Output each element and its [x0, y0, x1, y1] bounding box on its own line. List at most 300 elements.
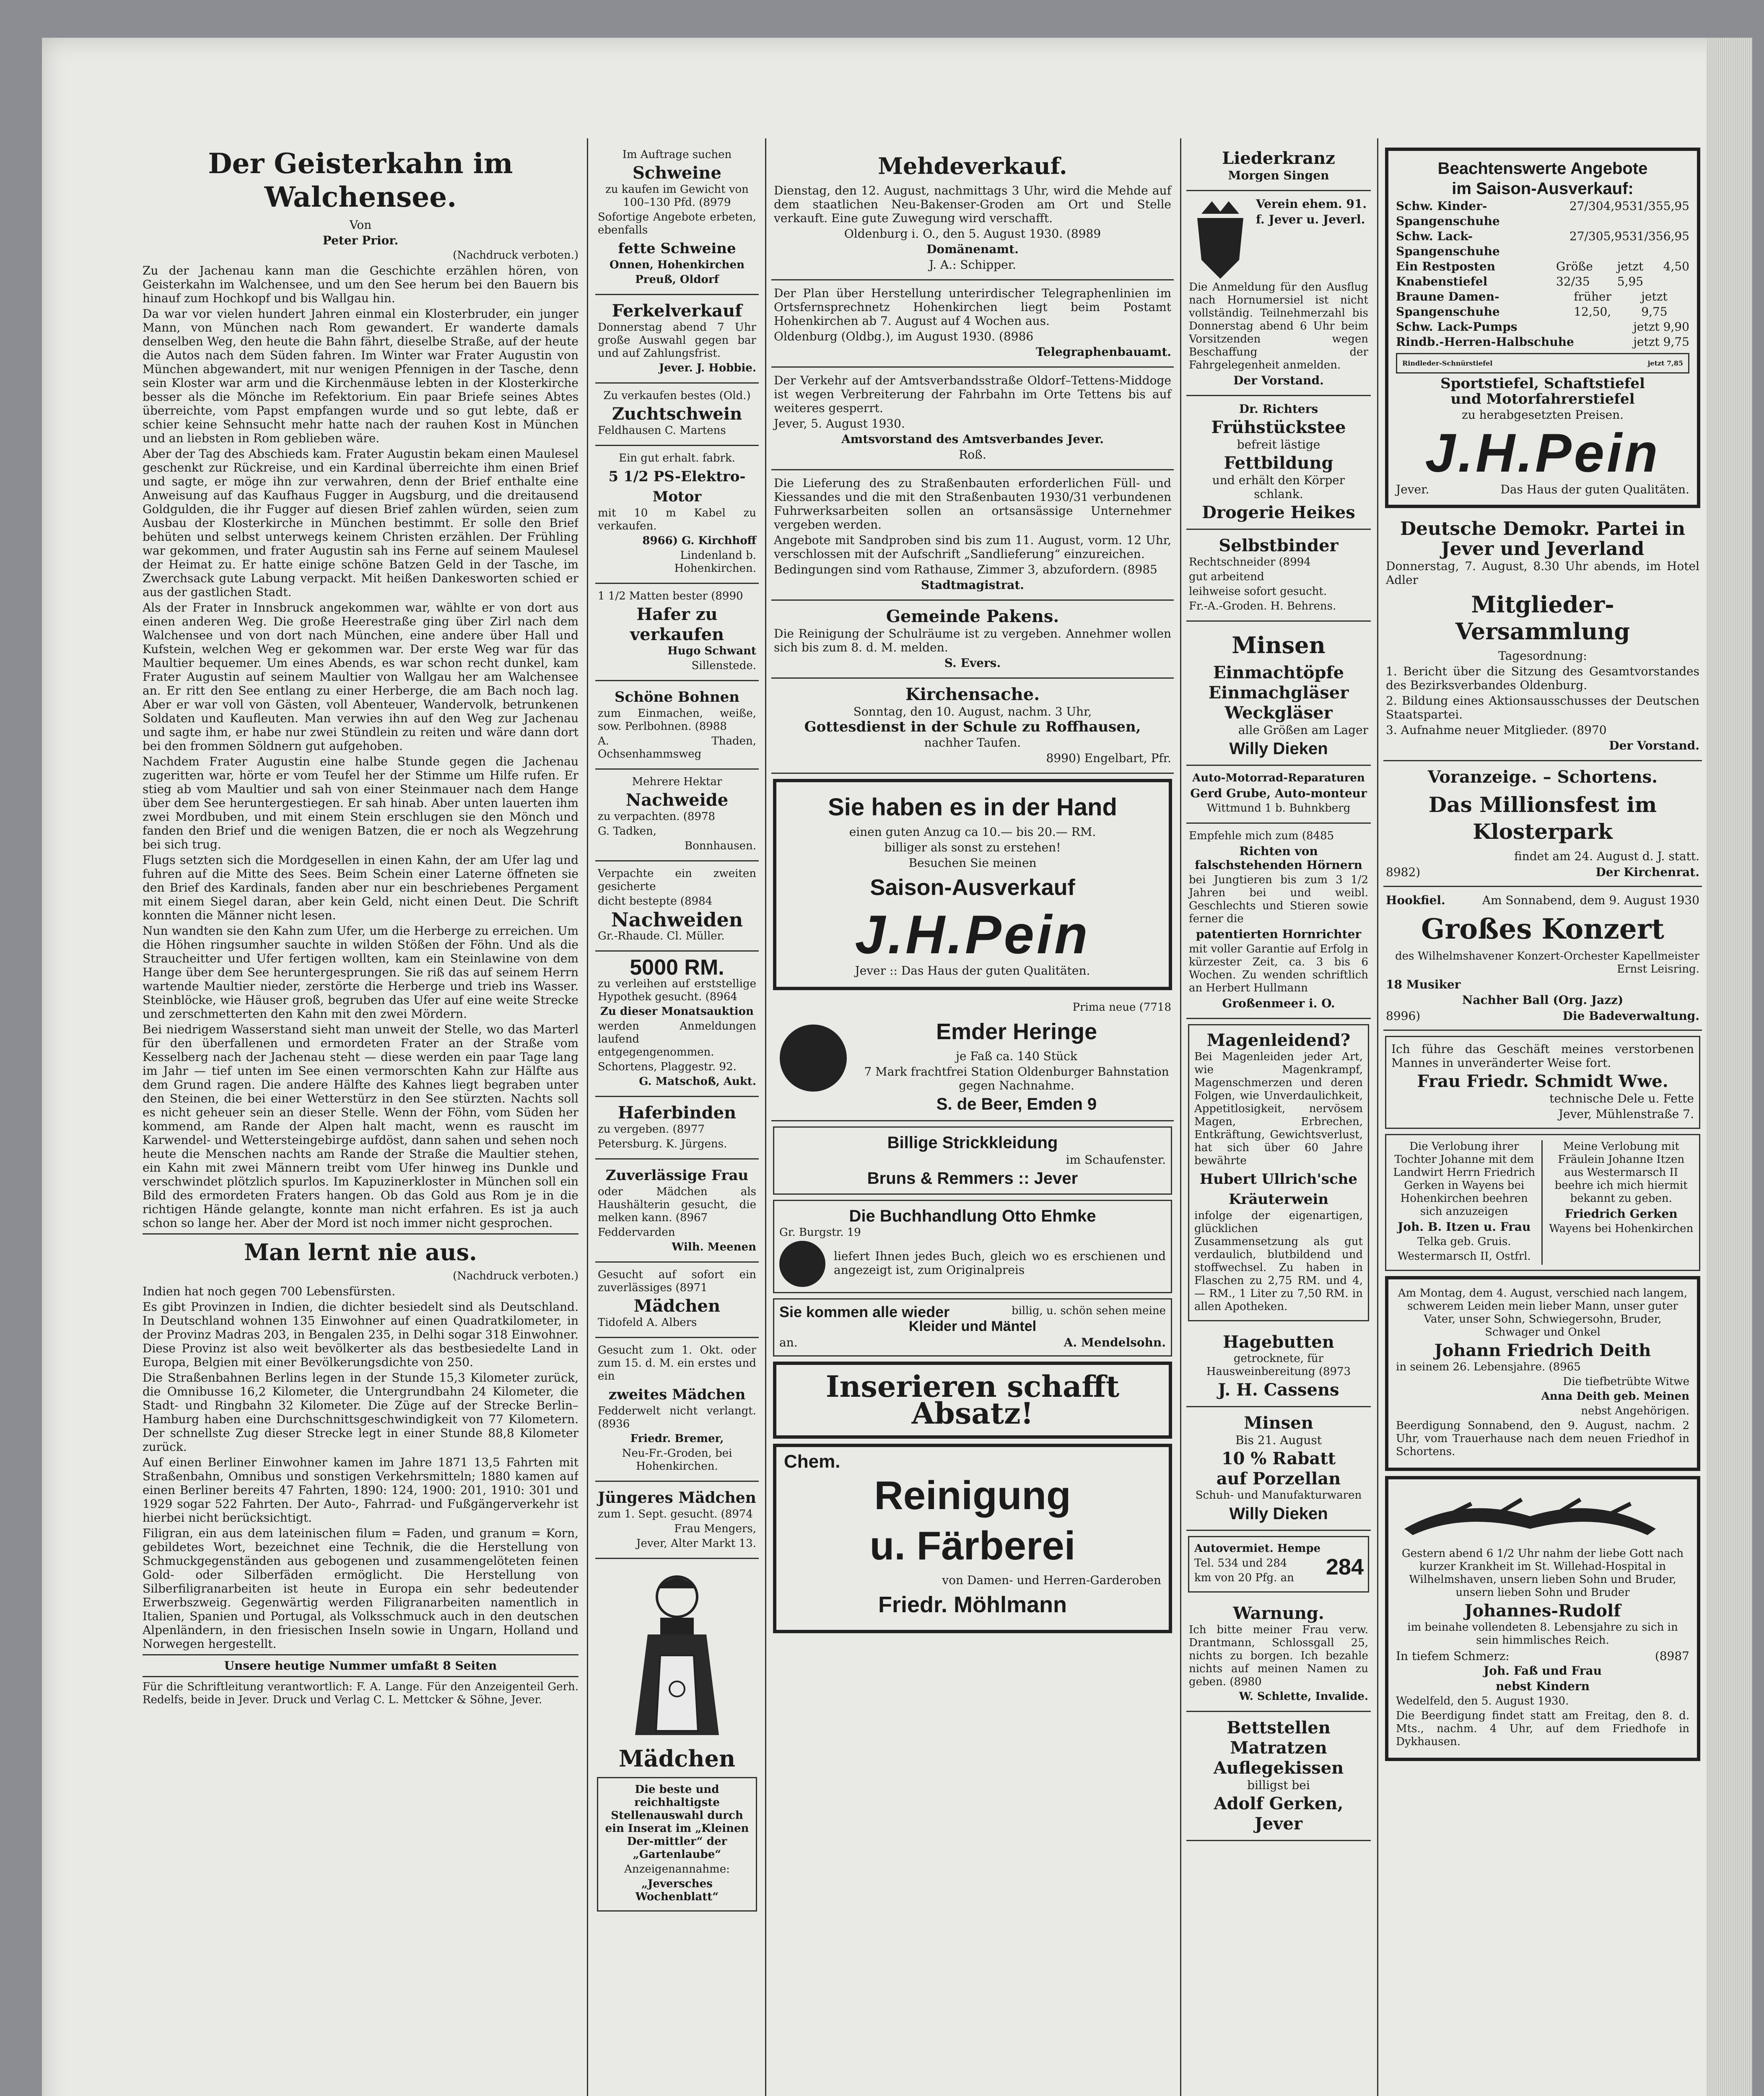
notice-place: Hookfiel. [1386, 893, 1445, 907]
page-edge [1706, 38, 1752, 2096]
advert-headline: Sie kommen alle wieder [779, 1303, 950, 1320]
ad-signature: Feldhausen C. Martens [598, 424, 726, 437]
notice-text: Westermarsch II, Ostfrl. [1397, 1250, 1531, 1263]
ad-headline: Hagebutten [1223, 1332, 1334, 1352]
ad-line: zu verpachten. (8978 [598, 810, 716, 823]
obituary-burial: Beerdigung Sonnabend, den 9. August, nachm. 2 Uhr, vom Trauerhause nach dem neuen Friedhof in Schortens. [1396, 1419, 1689, 1458]
heringe-advert [771, 995, 1174, 1121]
ad-line: Verpachte ein zweiten gesicherte [598, 867, 756, 893]
advert-headline: Inserieren schafft Absatz! [825, 1369, 1120, 1431]
ad-headline: Jüngeres Mädchen [598, 1489, 756, 1507]
paragraph: Auf einen Berliner Einwohner kamen im Jahre 1871 13,5 Fahrten mit Straßenbahn, Omnibus und sonstigen Verkehrsmitteln; 1880 kamen auf einen Berliner bereits 47 Fahrten, 1890: 124, 1900: 201, 1910: 301 und 1929 sogar 522 Fahrten. Der Auto-, Fahrrad- und Fußgängerverkehr ist hierbei nicht berücksichtigt. [143, 1455, 578, 1525]
notice-text: des Wilhelmshavener Konzert-Orchester Kapellmeister Ernst Leisring. [1395, 950, 1699, 975]
product-size: früher 12,50, [1574, 290, 1611, 319]
paragraph: Da war vor vielen hundert Jahren einmal ein Klosterbruder, ein junger Mann, von München nach Rom gewandert. Er wanderte damals denselben Weg, den heute die Bahn fährt, dieselbe Straße, auf der heute die Autos nach dem Süden fahren. Im Winter war Frater Augustin von München abgewandert, mit nur wenigen Pfennigen in der Tasche, denn sein Kloster war arm und die Kirchenmäuse lebten in der Klosterkirche besser als die Mönche im Refektorium. Ein paar Briefe seines Abtes überreichte, vom Papst empfangen wurde und so gut lebte, daß er schier keine Sehnsucht mehr hatte nach der rauhen Kost in München und an liebsten in Rom geblieben wäre. [143, 307, 578, 445]
classified-ad [595, 295, 759, 384]
classified-ad [595, 1160, 759, 1263]
notice-text: Telka geb. Gruis. [1417, 1235, 1511, 1248]
ad-headline: Selbstbinder [1219, 536, 1339, 555]
ad-signature: Adolf Gerken, Jever [1214, 1794, 1344, 1834]
ad-line: zu kaufen im Gewicht von 100–130 Pfd. (8979 [605, 183, 749, 209]
notice-text: nachher Taufen. [924, 736, 1021, 750]
product-name: Schw. Lack-Pumps [1396, 320, 1518, 334]
notice-title: Gemeinde Pakens. [886, 607, 1059, 626]
byline: Von [349, 218, 372, 232]
ad-line: Bei Magenleiden jeder Art, wie Magenkrampf, Magenschmerzen und deren Folgen, wie Unverdaulichkeit, Appetitlosigkeit, nervösem Magen, Erbrechen, Entkräftung, Gewichtsverlust, hat sich über 60 Jahre bewährte [1194, 1051, 1363, 1167]
obituary-text: Gestern abend 6 1/2 Uhr nahm der liebe Gott nach kurzer Krankheit im St. Willehad-Hospital in Wilhelmshaven, unsern lieben Sohn und Bruder, unsern lieben Sohn und Bruder [1401, 1547, 1684, 1599]
product-name: Ein Restposten Knabenstiefel [1396, 259, 1495, 288]
ad-headline: f. Jever u. Jeverl. [1256, 213, 1365, 226]
engagement-left [1391, 1140, 1543, 1265]
ad-line: Ich bitte meiner Frau verw. Drantmann, Schlossgall 25, nichts zu borgen. Ich bezahle nichts auf meinen Namen zu geben. (8980 [1189, 1624, 1368, 1688]
price-row [1396, 259, 1689, 289]
notice-text: Dienstag, den 12. August, nachmittags 3 Uhr, wird die Mehde auf dem staatlichen Neu-Bakenser-Groden am Ort und Stelle verkauft. Eine gute Zuwegung wird verschafft. [774, 184, 1171, 225]
ad-signature: Großenmeer i. O. [1222, 996, 1335, 1010]
notice-name: Joh. B. Itzen u. Frau [1398, 1220, 1531, 1234]
imprint: Für die Schriftleitung verantwortlich: F. A. Lange. Für den Anzeigenteil Gerh. Redelfs, beide in Jever. Druck und Verlag C. L. Mettcker & Söhne, Jever. [143, 1681, 578, 1706]
notice-header [1386, 893, 1699, 908]
ad-line: Tel. 534 und 284 [1194, 1557, 1287, 1569]
phone-number: 284 [1326, 1554, 1364, 1580]
agenda-item: 2. Bildung eines Aktionsausschusses der Deutschen Staatspartei. [1386, 694, 1699, 721]
ad-signature: Jever. J. Hobbie. [659, 362, 756, 374]
price-row-boxed [1396, 353, 1689, 374]
product-name: Schw. Lack-Spangenschuhe [1396, 229, 1500, 258]
obituary-text: In tiefem Schmerz: [1396, 1649, 1510, 1663]
notice-signature: Der Kirchenrat. [1595, 865, 1699, 879]
ad-signature: G. Matschoß, Aukt. [639, 1075, 756, 1088]
obituary [1385, 1476, 1700, 1761]
notice-signature: S. Evers. [944, 656, 1001, 670]
ad-signature: Onnen, Hohenkirchen [609, 259, 745, 271]
pein-logo: J.H.Pein [855, 904, 1090, 965]
advert-line: von Damen- und Herren-Garderoben [942, 1573, 1161, 1587]
ad-signature: Petersburg. K. Jürgens. [598, 1138, 727, 1150]
pein-logo: J.H.Pein [1425, 422, 1660, 483]
notice-title: Mehdeverkauf. [878, 153, 1067, 179]
paragraph: Nachdem Frater Augustin eine halbe Stunde gegen die Jachenau zugeritten war, hörte er vom Teufel her der Stimme um Hilfe rufen. Er stieg ab vom Maultier und sah von einer Steinmauer nach dem Hange über dem See heruntergestiegen. Er sah hinab. Aber unten lauerten ihm zwei Mordbuben, und mit einem Stein erschlugen sie den Mönch und fanden den Brief und die wenigen Batzen, die er noch als Wegzehrung bei sich trug. [143, 755, 578, 851]
classified-ad [1186, 1712, 1371, 1841]
ad-line: Schortens, Plaggestr. 92. [598, 1061, 737, 1073]
obituary-mourners: Joh. Faß und Frau [1484, 1664, 1602, 1678]
mendelsohn-advert [773, 1298, 1172, 1357]
official-notice [771, 470, 1174, 601]
notice-text: Oldenburg i. O., den 5. August 1930. (8989 [844, 227, 1101, 241]
product-price: jetzt 9,75 [1641, 290, 1668, 319]
ad-headline: Nachweiden [611, 908, 743, 931]
advert-footer [1396, 482, 1689, 497]
column-rule [587, 138, 588, 2096]
ad-headline: zweites Mädchen [608, 1386, 746, 1403]
ad-line: Auto-Motorrad-Reparaturen [1192, 772, 1365, 784]
advert-event: Saison-Ausverkauf [870, 875, 1075, 900]
product-size: 31/35 [1629, 199, 1663, 213]
obituary [1385, 1276, 1700, 1471]
ad-line: Mehrere Hektar [632, 776, 722, 788]
classified-ad [1186, 1598, 1371, 1712]
notice-signature: Roß. [959, 448, 986, 462]
divider [143, 1233, 578, 1235]
ad-line: Donnerstag abend 7 Uhr große Auswahl gegen bar und auf Zahlungsfrist. [598, 321, 756, 360]
ad-headline: Liederkranz [1222, 148, 1335, 168]
notice-text: Jever, 5. August 1930. [774, 417, 905, 431]
notice-text: Die Lieferung des zu Straßenbauten erforderlichen Füll- und Kiessandes und die mit den Straßenbauten 1930/31 verbundenen Fuhrwerksarbeiten sollen an ortsansässige Unternehmer vergeben werden. [774, 476, 1171, 532]
notice-text: Sonntag, den 10. August, nachm. 3 Uhr, [853, 705, 1092, 719]
product-price: jetzt 5,95 [1617, 259, 1644, 288]
ad-signature: Willy Dieken [1229, 1505, 1328, 1523]
official-notice [771, 368, 1174, 470]
notice-text: Oldenburg (Oldbg.), im August 1930. (8986 [774, 329, 1034, 343]
classified-ad [595, 861, 759, 952]
ad-headline: patentierten Hornrichter [1196, 927, 1362, 941]
classified-ad [595, 446, 759, 584]
ad-signature: Tidofeld A. Albers [598, 1316, 697, 1329]
ad-headline: Zuchtschwein [612, 404, 742, 424]
story-title: Man lernt nie aus. [244, 1239, 477, 1266]
advert-line: zu herabgesetzten Preisen. [1461, 408, 1624, 422]
advert-line: billig, u. schön sehen meine [1011, 1305, 1166, 1317]
advert-line: Chem. [784, 1451, 840, 1472]
ad-headline: Ferkelverkauf [612, 301, 742, 321]
notice-text: Jever, Mühlenstraße 7. [1558, 1107, 1694, 1121]
autovermietung-advert [1188, 1536, 1369, 1593]
notice-text: findet am 24. August d. J. statt. [1514, 849, 1699, 863]
ad-line: Empfehle mich zum (8485 [1189, 830, 1334, 842]
ad-headline: 5000 RM. [630, 955, 724, 980]
product-name: Rindleder-Schnürstiefel [1402, 359, 1493, 367]
advert-headline: im Saison-Ausverkauf: [1452, 179, 1634, 198]
advert-line: und Motorfahrerstiefel [1450, 391, 1635, 407]
paragraph: Die Straßenbahnen Berlins legen in der Stunde 15,3 Kilometer zurück, die Omnibusse 16,2 Kilometer, die Untergrundbahn 24 Kilometer, die Stadt- und Ringbahn 32 Kilometer. Die Züge auf der Strecke Berlin–Hamburg haben eine Durchschnittsgeschwindigkeit von 77 Kilometern. Der schnellste Zug dieser Strecke legt in einer Stunde 88,8 Kilometer zurück. [143, 1371, 578, 1454]
advert-footer-left: Jever. [1396, 482, 1429, 496]
crown-emblem-icon [1189, 197, 1252, 281]
pein-advert [773, 779, 1172, 990]
notice-title: Deutsche Demokr. Partei in [1400, 518, 1686, 540]
notice-text: Die Verlobung ihrer Tochter Johanne mit dem Landwirt Herrn Friedrich Gerken in Wayens bei Hohenkirchen beehren sich anzuzeigen [1393, 1140, 1536, 1218]
classified-ad [1186, 530, 1371, 622]
product-price: 5,95 [1663, 199, 1689, 213]
ad-headline: Minsen [1232, 632, 1326, 659]
advert-firm: S. de Beer, Emden 9 [936, 1095, 1097, 1113]
ad-line: befreit lästige [1237, 438, 1320, 451]
advert-line: Besuchen Sie meinen [908, 856, 1037, 870]
ad-line: leihweise sofort gesucht. [1189, 585, 1327, 598]
notice-text: Gottesdienst in der Schule zu Roffhausen, [804, 719, 1141, 735]
ad-line: Morgen Singen [1228, 169, 1329, 182]
ad-line: billigst bei [1247, 1778, 1310, 1792]
notice-event: Großes Konzert [1421, 913, 1665, 945]
notice-text: Der Plan über Herstellung unterirdischer Telegraphenlinien im Ortsfernsprechnetz Hohenkirchen liegt beim Postamt Hohenkirchen ab 7. August auf 4 Wochen aus. [774, 286, 1171, 328]
ad-headline: Warnung. [1233, 1603, 1324, 1623]
advert-line: 7 Mark frachtfrei Station Oldenburger Bahnstation gegen Nachnahme. [864, 1065, 1169, 1092]
ad-line: zum 1. Sept. gesucht. (8974 [598, 1508, 753, 1520]
advert-firm: Friedr. Möhlmann [878, 1592, 1067, 1617]
ad-line: Die beste und reichhaltigste Stellenauswahl durch ein Inserat im „Kleinen Der-mittler“ der „Gartenlaube“ [605, 1783, 749, 1861]
product-price: 5,95 [1603, 229, 1629, 243]
ad-line: alle Größen am Lager [1238, 723, 1368, 737]
party-notice [1383, 513, 1702, 761]
ad-line: Bis 21. August [1235, 1433, 1322, 1447]
product-price: 4,50 [1663, 259, 1689, 273]
ad-signature: Hugo Schwant [667, 645, 756, 657]
notice-text: Die Reinigung der Schulräume ist zu vergeben. Annehmer wollen sich bis zum 8. d. M. melden. [774, 627, 1171, 654]
ad-line: zu vergeben. (8977 [598, 1123, 705, 1136]
advert-line: an. [779, 1336, 798, 1349]
notice-text: Donnerstag, 7. August, 8.30 Uhr abends, im Hotel Adler [1386, 559, 1699, 587]
obituary-mourners: Die tiefbetrübte Witwe [1563, 1375, 1689, 1388]
obituary-text: in seinem 26. Lebensjahre. (8965 [1396, 1361, 1581, 1373]
advert-firm: Bruns & Remmers :: Jever [867, 1169, 1078, 1188]
agenda-item: 3. Aufnahme neuer Mitglieder. (8970 [1386, 723, 1607, 737]
festival-notice [1383, 761, 1702, 887]
ad-headline: Frühstückstee [1211, 418, 1346, 437]
notice-text: 18 Musiker [1386, 978, 1461, 991]
advert-box [597, 1777, 757, 1912]
notice-title: Kirchensache. [905, 685, 1040, 704]
price-list [1396, 199, 1689, 350]
column-rule [1180, 138, 1181, 2096]
notice-footer [1386, 865, 1699, 880]
paragraph: Indien hat noch gegen 700 Lebensfürsten. [143, 1284, 396, 1298]
ad-signature: Gr.-Rhaude. Cl. Müller. [598, 930, 725, 942]
column-rule [1377, 138, 1378, 2096]
ad-headline: Hubert Ullrich'sche Kräuterwein [1199, 1171, 1358, 1208]
advert-headline: u. Färberei [869, 1523, 1076, 1568]
classified-ad [1186, 824, 1371, 1019]
ad-line: getrocknete, für Hausweinbereitung (8973 [1206, 1352, 1351, 1378]
small-ads-column [1186, 143, 1371, 1841]
buchhandlung-advert [773, 1200, 1172, 1293]
price-row [1396, 335, 1689, 350]
ad-line: Neu-Fr.-Groden, bei Hohenkirchen. [622, 1447, 732, 1473]
ad-headline: Auflegekissen [1213, 1758, 1344, 1778]
ad-line: gut arbeitend [1189, 571, 1264, 583]
ad-line: Einmachtöpfe [1213, 663, 1344, 682]
product-size: 27/30 [1569, 199, 1603, 213]
classified-ad [595, 1097, 759, 1160]
advert-line: im Schaufenster. [1066, 1153, 1166, 1167]
official-notice [771, 143, 1174, 280]
author: Peter Prior. [322, 233, 399, 247]
business-notice [1385, 1036, 1700, 1129]
paragraph: Aber der Tag des Abschieds kam. Frater Augustin bekam einen Maulesel geschenkt zur Rückreise, und ein Kardinal überreichte ihm einen Brief und sagte, er möge ihn zur verwahren, denn der Brief enthalte eine Anweisung auf das Kaufhaus Fugger in Augsburg, und die dreitausend Goldgulden, die ihr Fugger auf diesen Brief zahlen würden, seien zum Ausbau der Klosterkirche in München bestimmt. Er solle den Brief behüten und selbst unterwegs keinem Christen erzählen. Der Frühling war gekommen, und frater Augustin sah ins Ferne auf seinem Maulesel der Heimat zu. Er hatte einige schöne Batzen Geld in der Tasche, im Zwerchsack gute Labung verpackt. Mit heißen Dankesworten schied er aus der gastlichen Stadt. [143, 447, 578, 599]
ad-headline: auf Porzellan [1216, 1469, 1341, 1489]
product-price: jetzt 9,75 [1633, 335, 1689, 349]
herring-barrel-icon [780, 1025, 847, 1092]
ad-signature: 8966) G. Kirchhoff [642, 534, 756, 547]
price-row [1396, 289, 1689, 319]
advert-headline: Emder Heringe [936, 1019, 1097, 1044]
notice-signature: Der Vorstand. [1609, 739, 1699, 752]
notice-date: Am Sonnabend, dem 9. August 1930 [1482, 893, 1699, 907]
ad-line: oder Mädchen als Haushälterin gesucht, die melken kann. (8967 [598, 1185, 756, 1224]
ad-line: Anzeigenannahme: [624, 1863, 730, 1876]
engagement-right [1549, 1140, 1694, 1265]
article-column [143, 143, 578, 1708]
ad-line: Fedderwelt nicht verlangt. (8936 [598, 1405, 756, 1430]
ad-headline: Zuverlässige Frau [605, 1167, 749, 1184]
advert-headline: Reinigung [874, 1473, 1071, 1518]
notice-title: Jever und Jeverland [1441, 538, 1645, 560]
ad-line: Feddervarden [598, 1226, 675, 1239]
obituary-text: im beinahe vollendeten 8. Lebensjahre zu sich in sein himmlisches Reich. [1407, 1621, 1678, 1647]
advert-headline: Sie haben es in der Hand [828, 794, 1117, 821]
ad-headline: fette Schweine [618, 240, 736, 257]
ad-signature: G. Tadken, [598, 825, 656, 838]
ad-signature: A. Thaden, Ochsenhammsweg [598, 735, 756, 760]
book-icon [779, 1241, 825, 1287]
notice-text: Angebote mit Sandproben sind bis zum 11. August, vorm. 12 Uhr, verschlossen mit der Aufschrift „Sandlieferung“ einzureichen. [774, 533, 1171, 561]
divider [143, 1654, 578, 1655]
notice-signature: 8990) Engelbart, Pfr. [1046, 751, 1171, 765]
notices-column [771, 143, 1174, 1638]
obituary-burial: Die Beerdigung findet statt am Freitag, den 8. d. Mts., nachm. 4 Uhr, auf dem Friedhofe in Dykhausen. [1396, 1709, 1689, 1748]
product-price: 4,95 [1603, 199, 1629, 213]
ad-line: bei Jungtieren bis zum 3 1/2 Jahren bei und weibl. Geschlechts und Stieren sowie ferner die [1189, 874, 1368, 925]
ad-headline: Fettbildung [1224, 453, 1333, 473]
ad-line: „Jeversches Wochenblatt“ [635, 1878, 719, 1903]
ad-headline: Hafer zu verkaufen [630, 604, 724, 644]
agenda-item: 1. Bericht über die Sitzung des Gesamtvorstandes des Bezirksverbandes Oldenburg. [1386, 664, 1699, 692]
engagement-notice [1385, 1134, 1700, 1271]
obituary-mourners: nebst Kindern [1495, 1679, 1590, 1693]
obituary-row [1396, 1649, 1689, 1664]
ad-line: Gesucht auf sofort ein zuverlässiges (8971 [598, 1268, 756, 1294]
product-size: Größe 32/35 [1556, 259, 1593, 288]
obituary-name: Johannes-Rudolf [1464, 1601, 1621, 1621]
product-price: jetzt 7,85 [1647, 359, 1683, 367]
paragraph: Filigran, ein aus dem lateinischen filum = Faden, und granum = Korn, gebildetes Wort, bezeichnet eine Technik, die die Herstellung von Schmuckgegenständen aus gebogenen und zusammengelöteten feinen Gold- oder Silberfäden ermöglicht. Die Herstellung von Silberfiligranarbeiten ist heute in Europa ein sehr bedeutender Erwerbszweig. Gegenwärtig werden Filigranarbeiten namentlich in Italien, Spanien und Portugal, als Volksschmuck auch in den deutschen Alpenländern, in den friesischen Inseln sowie in Ungarn, Holland und Norwegen hergestellt. [143, 1526, 578, 1651]
ad-headline: Autovermiet. Hempe [1194, 1542, 1321, 1555]
ad-signature: W. Schlette, Invalide. [1239, 1690, 1368, 1703]
ad-headline: Haferbinden [617, 1103, 737, 1123]
obituary-text: Am Montag, dem 4. August, verschied nach langem, schwerem Leiden mein lieber Mann, unser guter Vater, unser Sohn, Schwiegersohn, Bruder, Schwager und Onkel [1398, 1287, 1688, 1339]
classified-ad [1186, 1326, 1371, 1407]
ad-signature: Wilh. Meenen [672, 1241, 756, 1253]
advert-line: Sportstiefel, Schaftstiefel [1440, 375, 1645, 392]
notice-text: Ich führe das Geschäft meines verstorbenen Mannes in unveränderter Weise fort. [1391, 1042, 1694, 1070]
notice-signature: Telegraphenbauamt. [1036, 345, 1171, 359]
notice-text: Bedingungen sind vom Rathause, Zimmer 3, abzufordern. (8985 [774, 563, 1157, 576]
ad-signature: Preuß, Oldorf [635, 273, 719, 286]
ad-signature: Drogerie Heikes [1202, 503, 1355, 522]
ad-line: werden Anmeldungen laufend entgegengenommen. [598, 1020, 756, 1058]
display-ads-column [1383, 143, 1702, 1766]
concert-notice [1383, 887, 1702, 1031]
ad-line: Weckgläser [1224, 703, 1333, 723]
notice-text: Nachher Ball (Org. Jazz) [1462, 993, 1624, 1007]
advert-headline: Billige Strickkleidung [887, 1134, 1058, 1152]
classified-ad [1186, 622, 1371, 766]
ad-signature: Der Vorstand. [1233, 374, 1324, 387]
ad-signature: Frau Mengers, [674, 1523, 756, 1535]
notice-text: Wayens bei Hohenkirchen [1549, 1222, 1694, 1235]
inserieren-advert [773, 1362, 1172, 1439]
notice-event: Mitglieder-Versammlung [1455, 591, 1630, 645]
classified-ad [1186, 1407, 1371, 1531]
ad-line: zu verleihen auf erststellige Hypothek gesucht. (8964 [598, 978, 756, 1003]
advert-line: einen guten Anzug ca 10.— bis 20.— RM. [849, 825, 1096, 839]
obituary-number: (8987 [1655, 1649, 1689, 1663]
notice-name: Frau Friedr. Schmidt Wwe. [1417, 1071, 1668, 1091]
ad-headline: Minsen [1244, 1413, 1313, 1433]
classified-ad [595, 1263, 759, 1338]
paragraph: Es gibt Provinzen in Indien, die dichter besiedelt sind als Deutschland. In Deutschland wohnen 135 Einwohner auf einen Quadratkilometer, in der Provinz Madras 203, in Bengalen 235, in Delhi sogar 318 Einwohner. Diese Provinz ist also weit bevölkerter als das bestbesiedelte Land in Europa, Belgien mit einer Bevölkerungsdichte von 250. [143, 1300, 578, 1369]
classified-ad [1186, 191, 1371, 396]
ad-line: Gesucht zum 1. Okt. oder zum 15. d. M. ein erstes und ein [598, 1344, 756, 1383]
ad-headline: Bettstellen [1227, 1718, 1331, 1738]
advert-row [779, 1335, 1166, 1350]
classified-ad [1186, 143, 1371, 191]
ad-signature: J. H. Cassens [1218, 1380, 1339, 1400]
ad-headline: Magenleidend? [1206, 1030, 1351, 1050]
paragraph: Nun wandten sie den Kahn zum Ufer, um die Herberge zu erreichen. Um die Höhen ringsumher sauchte in wilden Stößen der Föhn. Und als die Straucheitter und Ufer fertigen wollten, kam ein Steinlawine von dem Hange über dem See heruntergesprungen. Sie riß das auf seinem Herrn wartende Maultier nieder, zerstörte die Herberge und trieb ins Wasser. Steinblöcke, wie Häuser groß, begruben das Ufer auf eine weite Strecke und zerschmetterten den Kahn mit den zwei Mördern. [143, 924, 578, 1021]
copyright-note: (Nachdruck verboten.) [453, 1270, 578, 1282]
advert-line: je Faß ca. 140 Stück [956, 1049, 1077, 1063]
advert-headline: Beachtenswerte Angebote [1437, 159, 1648, 178]
reinigung-advert [773, 1444, 1172, 1633]
ad-headline: Richten von falschstehenden Hörnern [1195, 844, 1362, 872]
notice-event: Das Millionsfest im Klosterpark [1428, 792, 1657, 844]
obituary-place: Wedelfeld, den 5. August 1930. [1396, 1695, 1569, 1707]
classified-ad [595, 584, 759, 681]
official-notice [771, 601, 1174, 679]
classified-ad [595, 384, 759, 446]
ad-line: mit voller Garantie auf Erfolg in kürzester Zeit, ca. 3 bis 6 Wochen. Zu wenden schriftlich an Herbert Hullmann [1189, 943, 1368, 994]
price-row [1396, 229, 1689, 259]
product-name: Schw. Kinder-Spangenschuhe [1396, 199, 1500, 228]
paragraph: Als der Frater in Innsbruck angekommen war, wählte er von dort aus einen anderen Weg. Die große Heerestraße ging über Zirl nach dem Walchensee und von dort nach München, eine andere über Hall und Kufstein, welchen Weg er gekommen war. Der erste Weg war für das Maultier bequemer. Um eines Abends, es war schon recht dunkel, kam Frater Augustin auf seinem Maultier von Wallgau her am Walchensee an. Er ritt den See entlang zu einer Herberge, die am Bach noch lag. Aber er war voll von Gästen, voll Abenteuer, Wandervolk, betrunkenen Soldaten und Kaufleuten. Man verwies ihn auf den Weg zur Jachenau und sagte ihm, er habe nur zwei Stündlein zu reiten und wäre dann dort bei den frommen Söldnern gut aufgehoben. [143, 601, 578, 753]
paragraph: Bei niedrigem Wasserstand sieht man unweit der Stelle, wo das Marterl für den überfallenen und ermordeten Frater an der Straße vom Kesselberg nach der Jachenau steht — diese werden ein paar Tage lang im Jahr — tief unten im See einen vermorschten Kahn zur Hälfte aus dem Grund ragen. Die andere Hälfte des Kahnes liegt begraben unter den Steinen, die bei einer Wetterstürz in den See stürzten. Nachts soll es nicht geheuer sein an dieser Stelle. Wenn der Föhn, vom Süden her kommend, am Rande der Alpen halt macht, wenn es rauscht im Karwendel- und Wettersteingebirge aufdöst, dann sahen und sehen noch heute die Menschen nachts am Rande der Straße die Maultier stehen, ein Kahn mit zwei Männern treibt vom Ufer hinweg ins Dunkle und verschwindet plötzlich spurlos. Im Kapuzinerkloster in München soll ein Bild des ermordeten Fraters hangen. Ob das Gold aus Rom je in die richtigen Hände gelangte, konnte man nicht erfahren. Es ist ja auch schon so lange her. Aber der Mord ist noch immer nicht gesprochen. [143, 1022, 578, 1230]
ad-headline: Schweine [633, 163, 721, 183]
kraeuterwein-advert [1188, 1024, 1369, 1321]
classified-ad [595, 1338, 759, 1482]
copyright-note: (Nachdruck verboten.) [453, 249, 578, 262]
notice-signature: Die Badeverwaltung. [1562, 1009, 1699, 1023]
ad-headline: 10 % Rabatt [1221, 1449, 1336, 1468]
ad-line: Die Anmeldung für den Ausflug nach Hornumersiel ist nicht vollständig. Teilnehmerzahl bis Donnerstag abend 6 Uhr beim Vorsitzenden wegen Beschaffung der Fahrgelegenheit anmelden. [1189, 281, 1368, 371]
product-size: 31/35 [1629, 229, 1663, 243]
notice-signature: Domänenamt. [926, 242, 1019, 256]
notice-text: Meine Verlobung mit Fräulein Johanne Itzen aus Westermarsch II beehre ich mich hiermit bekannt zu geben. [1554, 1140, 1688, 1205]
classified-ad [595, 952, 759, 1097]
ad-headline: 5 1/2 PS-Elektro-Motor [608, 468, 746, 505]
ad-headline: Matratzen [1230, 1738, 1327, 1758]
official-notice [771, 679, 1174, 774]
ad-line: Schuh- und Manufakturwaren [1195, 1489, 1362, 1502]
notice-signature: J. A.: Schipper. [929, 258, 1016, 272]
notice-number: 8996) [1386, 1009, 1421, 1023]
ad-line: Zu dieser Monatsauktion [600, 1005, 754, 1018]
ad-line: Lindenland b. Hohenkirchen. [674, 549, 756, 575]
ad-line: km von 20 Pfg. an [1194, 1572, 1294, 1584]
notice-title: Voranzeige. – Schortens. [1427, 767, 1658, 787]
price-row [1396, 199, 1689, 229]
classified-ad [595, 1482, 759, 1559]
illustration-caption: Mädchen [618, 1745, 736, 1772]
ad-line: Einmachgläser [1208, 683, 1349, 703]
ad-line: Wittmund 1 b. Buhnkberg [1206, 802, 1351, 815]
maid-illustration [595, 1563, 759, 1772]
classified-ad [595, 770, 759, 861]
ad-line: Jever, Alter Markt 13. [636, 1537, 756, 1550]
obituary-name: Johann Friedrich Deith [1434, 1341, 1651, 1360]
classified-ad [595, 681, 759, 770]
column-rule [765, 138, 766, 2096]
mourning-wreath-icon [1396, 1487, 1664, 1546]
product-price: 6,95 [1663, 229, 1689, 243]
obituary-mourners: nebst Angehörigen. [1581, 1405, 1689, 1417]
